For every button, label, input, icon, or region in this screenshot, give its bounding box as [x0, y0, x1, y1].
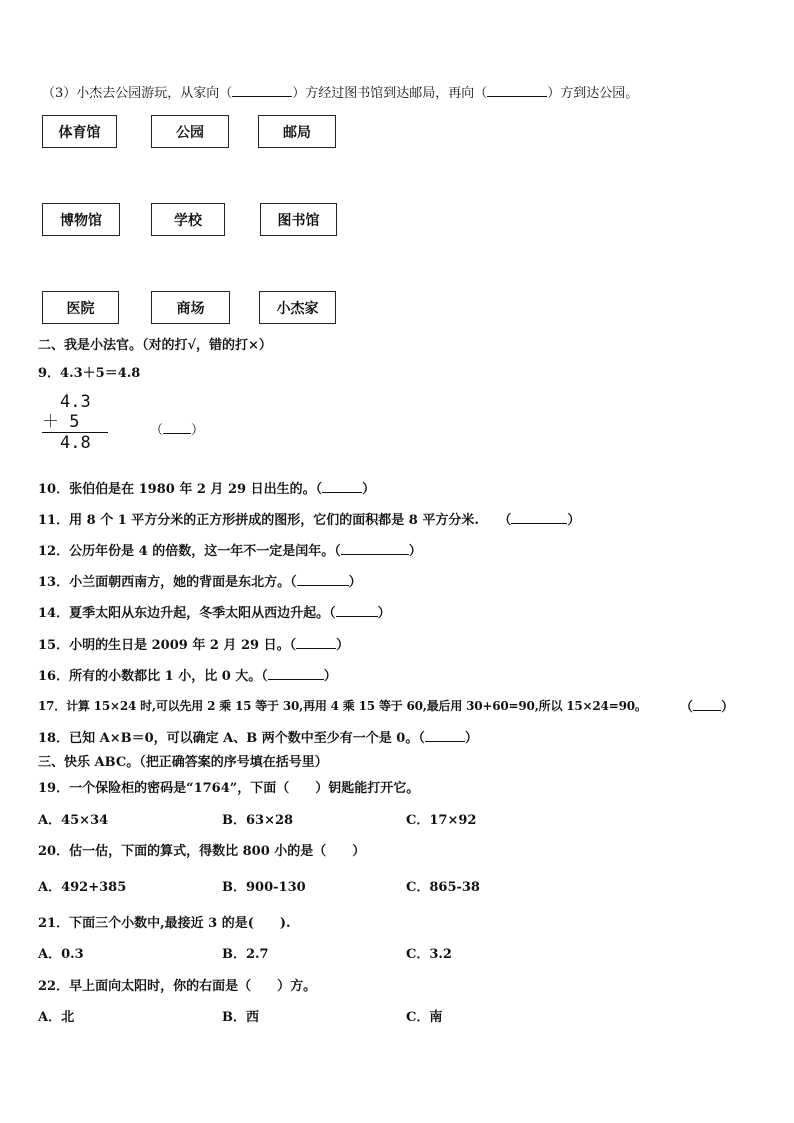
answer-blank[interactable]: [341, 542, 409, 555]
option-a[interactable]: A．0.3: [38, 947, 84, 962]
option-b[interactable]: B．900-130: [222, 880, 306, 895]
question-17: 17．计算 15×24 时,可以先用 2 乘 15 等于 30,再用 4 乘 15 等于 60,最后用 30+60=90,所以 15×24=90。: [38, 699, 647, 713]
question-11: 11．用 8 个 1 平方分米的正方形拼成的图形，它们的面积都是 8 平方分米. （ ）: [38, 513, 581, 528]
option-a[interactable]: A．45×34: [38, 813, 109, 828]
option-b[interactable]: B．2.7: [222, 947, 269, 962]
question-14: 14．夏季太阳从东边升起，冬季太阳从西边升起。（ ）: [38, 606, 391, 621]
vertical-line-1: 4.3: [60, 392, 91, 412]
option-b[interactable]: B．63×28: [222, 813, 294, 828]
option-c[interactable]: C．3.2: [406, 947, 452, 962]
vertical-line-2: ＋ 5: [42, 412, 108, 433]
question-16: 16．所有的小数都比 1 小，比 0 大。（ ）: [38, 669, 337, 684]
q9-answer-bracket: （ ）: [150, 423, 205, 438]
map-box-hospital: 医院: [42, 291, 119, 324]
map-box-school: 学校: [151, 203, 225, 236]
answer-blank[interactable]: [511, 511, 567, 524]
question-19: 19．一个保险柜的密码是“1764”，下面（ ）钥匙能打开它。: [38, 781, 420, 796]
option-c[interactable]: C．865-38: [406, 880, 480, 895]
answer-blank[interactable]: [336, 604, 378, 617]
question-22: 22．早上面向太阳时，你的右面是（ ）方。: [38, 979, 317, 994]
answer-blank[interactable]: [487, 84, 547, 97]
answer-blank[interactable]: [322, 480, 362, 493]
question-20: 20．估一估，下面的算式，得数比 800 小的是（ ）: [38, 844, 366, 859]
vertical-calculation: [42, 392, 108, 453]
q3-prefix: （3）小杰去公园游玩，从家向（: [42, 86, 233, 101]
map-box-mall: 商场: [151, 291, 230, 324]
answer-blank[interactable]: [693, 698, 721, 711]
option-c[interactable]: C．17×92: [406, 813, 477, 828]
question-13: 13．小兰面朝西南方，她的背面是东北方。（ ）: [38, 575, 362, 590]
map-box-post-office: 邮局: [258, 115, 336, 148]
answer-blank[interactable]: [425, 729, 465, 742]
question-10: 10．张伯伯是在 1980 年 2 月 29 日出生的。（ ）: [38, 482, 376, 497]
vertical-line-3: 4.8: [60, 433, 91, 453]
answer-blank[interactable]: [163, 421, 191, 434]
answer-blank[interactable]: [268, 667, 324, 680]
answer-blank[interactable]: [232, 84, 292, 97]
section-2-title: 二、我是小法官。（对的打√，错的打×）: [38, 338, 272, 353]
option-a[interactable]: A．北: [38, 1010, 75, 1025]
map-box-park: 公园: [151, 115, 229, 148]
question-9: 9．4.3＋5＝4.8: [38, 366, 141, 381]
map-box-home: 小杰家: [259, 291, 336, 324]
q3-suffix: ）方到达公园。: [547, 86, 639, 101]
map-box-museum: 博物馆: [42, 203, 120, 236]
question-21: 21．下面三个小数中,最接近 3 的是( ).: [38, 916, 291, 931]
question-15: 15．小明的生日是 2009 年 2 月 29 日。（ ）: [38, 638, 350, 653]
question-17-bracket: （ ）: [680, 700, 735, 715]
q3-mid: ）方经过图书馆到达邮局，再向（: [292, 86, 488, 101]
question-12: 12．公历年份是 4 的倍数，这一年不一定是闰年。（ ）: [38, 544, 422, 559]
question-18: 18．已知 A×B＝0，可以确定 A、B 两个数中至少有一个是 0。（ ）: [38, 731, 478, 746]
map-box-library: 图书馆: [260, 203, 337, 236]
answer-blank[interactable]: [296, 636, 336, 649]
map-box-gym: 体育馆: [42, 115, 117, 148]
option-a[interactable]: A．492+385: [38, 880, 127, 895]
answer-blank[interactable]: [297, 573, 349, 586]
option-b[interactable]: B．西: [222, 1010, 259, 1025]
option-c[interactable]: C．南: [406, 1010, 443, 1025]
question-3: [42, 84, 638, 102]
section-3-title: 三、快乐 ABC。（把正确答案的序号填在括号里）: [38, 755, 328, 770]
